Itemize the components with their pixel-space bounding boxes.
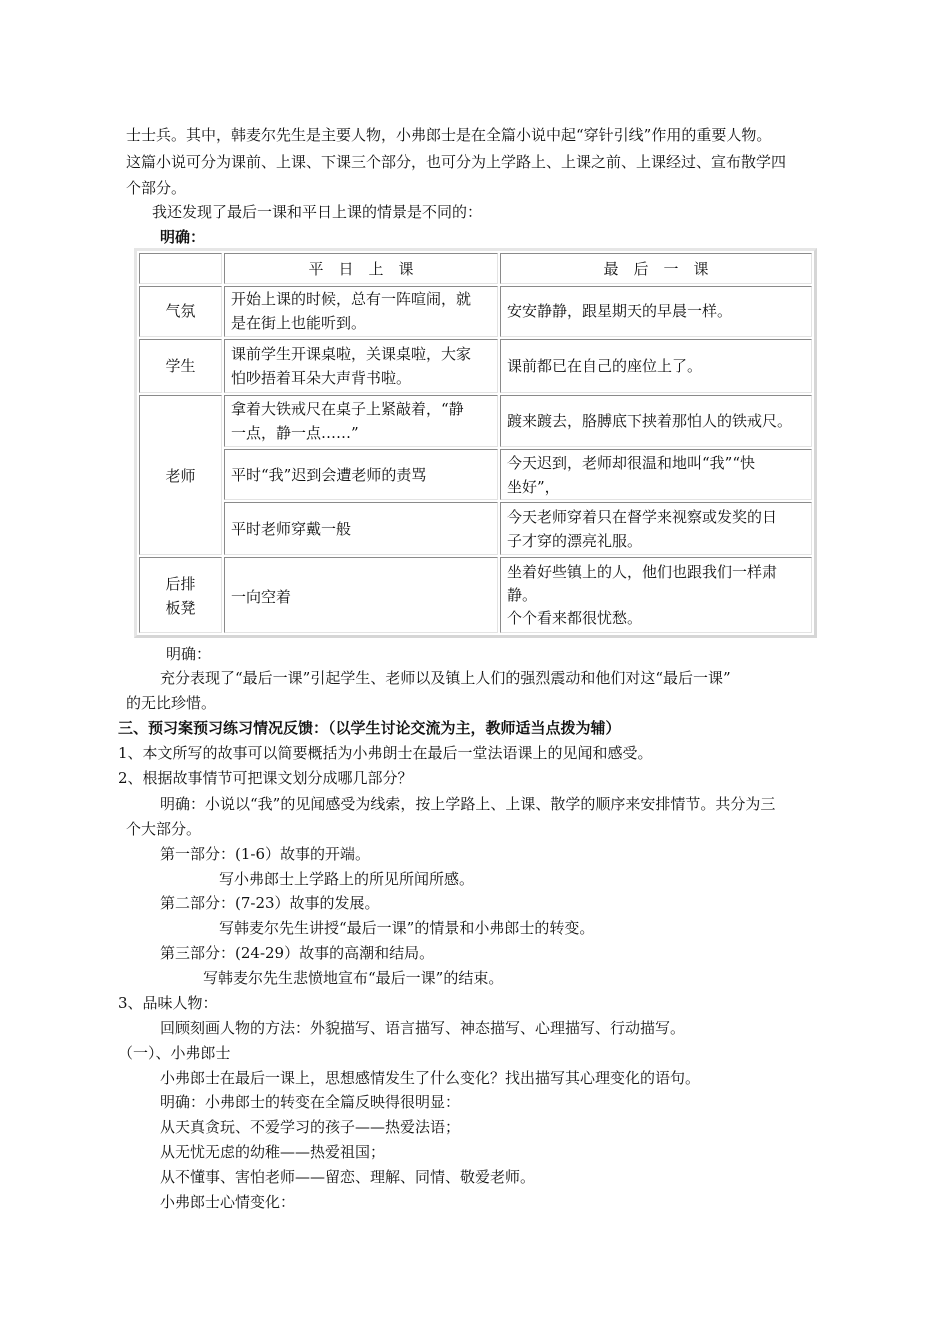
cell-text-line: 一向空着 [231, 588, 292, 606]
row-label-cell [139, 339, 222, 393]
subsection-1-answer: 明确：小弗郎士的转变在全篇反映得很明显： [160, 1093, 461, 1111]
normal-class-cell [224, 449, 498, 500]
part-3-title: 第三部分：(24-29）故事的高潮和结局。 [160, 944, 435, 962]
after-table-mingque: 明确： [166, 645, 212, 663]
row-label-students: 学生 [165, 357, 196, 375]
header-last-cell [500, 253, 812, 284]
intro-mingque: 明确： [160, 228, 206, 246]
cell-text-line: 踱来踱去，胳膊底下挟着那怕人的铁戒尺。 [507, 412, 793, 430]
cell-text-line: 子才穿的漂亮礼服。 [507, 532, 643, 550]
cell-text-line: 一点，静一点……” [231, 424, 359, 442]
cell-text-line: 今天迟到，老师却很温和地叫“我”“快 [507, 454, 756, 472]
last-class-cell [500, 449, 812, 500]
answer-2-line-1: 明确：小说以“我”的见闻感受为线索，按上学路上、上课、散学的顺序来安排情节。共分为三 [160, 795, 776, 813]
last-class-cell [500, 395, 812, 447]
cell-text-line: 平时“我”迟到会遭老师的责骂 [231, 466, 427, 484]
cell-text-line: 拿着大铁戒尺在桌子上紧敲着，“静 [231, 400, 464, 418]
part-1-title: 第一部分：(1-6）故事的开端。 [160, 845, 371, 863]
row-label-teacher: 老师 [165, 467, 196, 485]
subsection-1-heading: （一）、小弗郎士 [118, 1044, 231, 1062]
header-last-class: 最 后 一 课 [603, 260, 709, 278]
after-table-line-2: 的无比珍惜。 [126, 694, 217, 712]
cell-text-line: 今天老师穿着只在督学来视察或发奖的日 [507, 508, 778, 526]
cell-text-line: 静。 [507, 586, 538, 604]
normal-class-cell [224, 286, 498, 337]
cell-text-line: 坐好”， [507, 478, 560, 496]
last-class-cell [500, 286, 812, 337]
row-label-cell [139, 395, 222, 555]
row-label-cell [139, 557, 222, 633]
row-label-back-bench-line: 后排 [165, 575, 196, 593]
cell-text-line: 坐着好些镇上的人，他们也跟我们一样肃 [507, 563, 778, 581]
row-label-atmosphere: 气氛 [165, 302, 196, 320]
cell-text-line: 怕吵捂着耳朵大声背书啦。 [231, 369, 412, 387]
normal-class-cell [224, 339, 498, 393]
intro-line-3: 个部分。 [126, 179, 187, 197]
cell-text-line: 开始上课的时候，总有一阵喧闹，就 [231, 290, 472, 308]
row-label-back-bench-line: 板凳 [165, 599, 196, 617]
intro-line-2: 这篇小说可分为课前、上课、下课三个部分，也可分为上学路上、上课之前、上课经过、宣布散学四 [126, 153, 787, 171]
cell-text-line: 是在街上也能听到。 [231, 314, 367, 332]
normal-class-cell [224, 557, 498, 633]
change-line-3: 从不懂事、害怕老师——留恋、理解、同情、敬爱老师。 [160, 1168, 536, 1186]
header-normal-class: 平 日 上 课 [308, 260, 414, 278]
change-line-2: 从无忧无虑的幼稚——热爱祖国； [160, 1143, 386, 1161]
normal-class-cell [224, 502, 498, 555]
intro-line-1: 士士兵。其中，韩麦尔先生是主要人物，小弗郎士是在全篇小说中起“穿针引线”作用的重要人物。 [126, 126, 772, 144]
question-3-methods: 回顾刻画人物的方法：外貌描写、语言描写、神态描写、心理描写、行动描写。 [160, 1019, 686, 1037]
answer-2-line-2: 个大部分。 [126, 820, 202, 838]
last-class-cell [500, 557, 812, 633]
question-2: 2、根据故事情节可把课文划分成哪几部分？ [118, 769, 413, 787]
part-3-desc: 写韩麦尔先生悲愤地宣布“最后一课”的结束。 [203, 969, 504, 987]
question-3: 3、品味人物： [118, 994, 218, 1012]
part-2-desc: 写韩麦尔先生讲授“最后一课”的情景和小弗郎士的转变。 [219, 919, 595, 937]
part-1-desc: 写小弗郎士上学路上的所见所闻所感。 [219, 870, 475, 888]
question-1: 1、本文所写的故事可以简要概括为小弗朗士在最后一堂法语课上的见闻和感受。 [118, 744, 653, 762]
cell-text-line: 安安静静，跟星期天的早晨一样。 [507, 302, 733, 320]
last-class-cell [500, 339, 812, 393]
cell-text-line: 课前都已在自己的座位上了。 [507, 357, 703, 375]
header-empty-cell [139, 253, 222, 284]
last-class-cell [500, 502, 812, 555]
section-heading: 三、预习案预习练习情况反馈：（以学生讨论交流为主，教师适当点拨为辅） [118, 719, 621, 737]
cell-text-line: 个个看来都很忧愁。 [507, 609, 643, 627]
after-table-line-1: 充分表现了“最后一课”引起学生、老师以及镇上人们的强烈震动和他们对这“最后一课” [160, 669, 731, 687]
normal-class-cell [224, 395, 498, 447]
subsection-1-question: 小弗郎士在最后一课上，思想感情发生了什么变化？找出描写其心理变化的语句。 [160, 1069, 701, 1087]
cell-text-line: 课前学生开课桌啦，关课桌啦，大家 [231, 345, 472, 363]
mood-change-heading: 小弗郎士心情变化： [160, 1193, 296, 1211]
header-normal-cell [224, 253, 498, 284]
comparison-table [134, 248, 817, 638]
change-line-1: 从天真贪玩、不爱学习的孩子——热爱法语； [160, 1118, 461, 1136]
part-2-title: 第二部分：(7-23）故事的发展。 [160, 894, 380, 912]
intro-line-4: 我还发现了最后一课和平日上课的情景是不同的： [152, 203, 483, 221]
row-label-cell [139, 286, 222, 337]
cell-text-line: 平时老师穿戴一般 [231, 520, 352, 538]
